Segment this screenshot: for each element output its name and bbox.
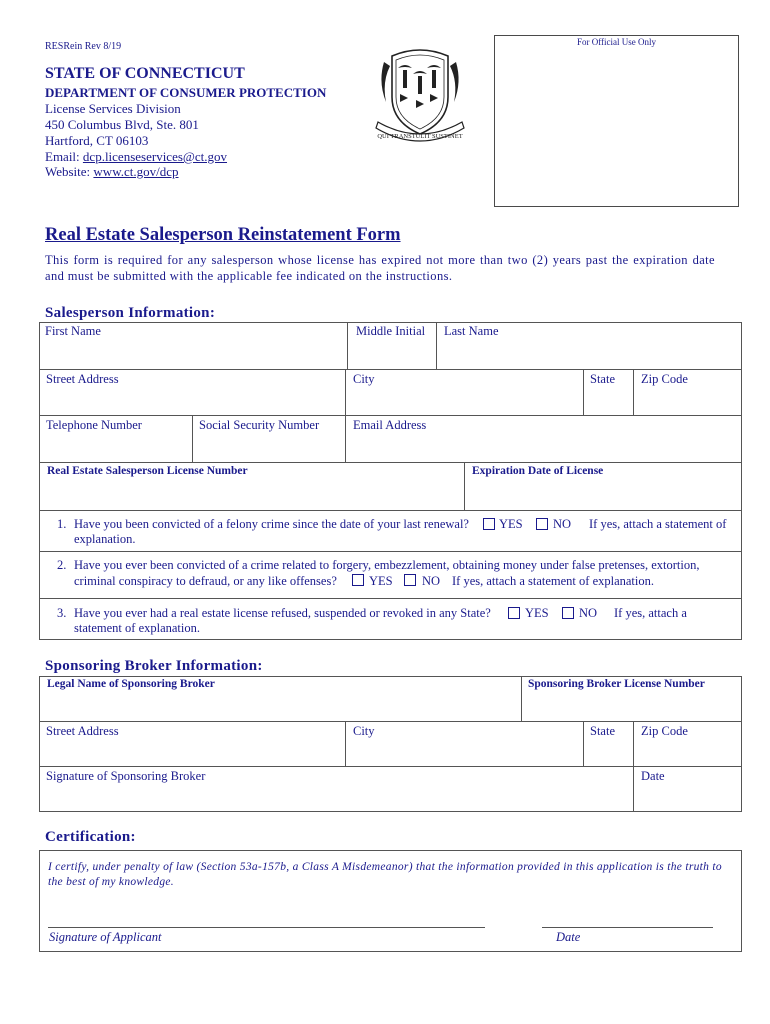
question-2-tail: If yes, attach a statement of explanation.: [452, 574, 655, 588]
question-1-no-label: NO: [553, 517, 572, 531]
telephone-field[interactable]: [39, 416, 192, 463]
first-name-field[interactable]: [39, 322, 347, 370]
zip-code-label: Zip Code: [641, 372, 688, 386]
broker-street-label: Street Address: [46, 724, 119, 738]
ssn-label: Social Security Number: [199, 418, 320, 432]
question-3-number: 3.: [57, 606, 67, 620]
applicant-date-line[interactable]: [542, 927, 713, 928]
state-label: State: [590, 372, 615, 386]
form-intro: This form is required for any salesperson whose license has expired not more than two (2) years past the expiration date and must be submitted with the applicable fee indicated on the instructions.: [45, 253, 715, 283]
broker-zip-field[interactable]: [633, 722, 742, 767]
question-2-no-checkbox[interactable]: [404, 574, 416, 586]
question-2-yes-label: YES: [369, 574, 393, 588]
email-label: Email:: [45, 149, 83, 164]
department-title: DEPARTMENT OF CONSUMER PROTECTION: [45, 85, 327, 100]
street-address-label: Street Address: [46, 372, 119, 386]
division: License Services Division: [45, 101, 181, 116]
email-address-field[interactable]: [345, 416, 742, 463]
broker-license-field[interactable]: [521, 676, 742, 722]
broker-license-label: Sponsoring Broker License Number: [528, 678, 705, 690]
applicant-signature-line[interactable]: [48, 927, 485, 928]
question-3-line2: statement of explanation.: [74, 621, 201, 635]
form-title: Real Estate Salesperson Reinstatement Form: [45, 225, 401, 245]
broker-signature-field[interactable]: [39, 767, 633, 812]
question-1-yes-label: YES: [499, 517, 523, 531]
broker-state-label: State: [590, 724, 615, 738]
license-number-field[interactable]: [39, 463, 464, 511]
question-3-yes-label: YES: [525, 606, 549, 620]
seal-motto: QUI TRANSTULIT SUSTINET: [377, 133, 463, 140]
question-3-yes-checkbox[interactable]: [508, 607, 520, 619]
question-1-tail: If yes, attach a statement of: [589, 517, 727, 531]
last-name-label: Last Name: [444, 324, 499, 338]
applicant-signature-label: Signature of Applicant: [49, 930, 162, 944]
question-2-number: 2.: [57, 558, 67, 572]
last-name-field[interactable]: [436, 322, 742, 370]
ssn-field[interactable]: [192, 416, 345, 463]
broker-legal-name-field[interactable]: [39, 676, 521, 722]
city-label: City: [353, 372, 375, 386]
middle-initial-field[interactable]: [347, 322, 436, 370]
applicant-date-label: Date: [556, 930, 581, 944]
email-line: [45, 149, 227, 165]
website-link[interactable]: www.ct.gov/dcp: [93, 164, 179, 179]
question-2-line2: criminal conspiracy to defraud, or any like offenses?: [74, 574, 337, 588]
street-address-field[interactable]: [39, 370, 345, 416]
email-address-label: Email Address: [353, 418, 427, 432]
question-2-no-label: NO: [422, 574, 441, 588]
broker-legal-name-label: Legal Name of Sponsoring Broker: [47, 678, 215, 690]
broker-date-label: Date: [641, 769, 665, 783]
broker-street-field[interactable]: [39, 722, 345, 767]
question-2-text: Have you ever been convicted of a crime related to forgery, embezzlement, obtaining money under false pretenses, extortion,: [74, 558, 700, 572]
website-label: Website:: [45, 164, 94, 179]
broker-city-label: City: [353, 724, 375, 738]
city-field[interactable]: [345, 370, 583, 416]
state-title: STATE OF CONNECTICUT: [45, 65, 245, 82]
broker-heading: Sponsoring Broker Information:: [45, 658, 263, 674]
website-line: [45, 164, 179, 180]
expiration-date-label: Expiration Date of License: [472, 465, 604, 477]
certification-statement: I certify, under penalty of law (Section 53a-157b, a Class A Misdemeanor) that the information provided in this application is the truth to the best of my knowledge.: [48, 861, 722, 888]
broker-city-field[interactable]: [345, 722, 583, 767]
question-3-no-checkbox[interactable]: [562, 607, 574, 619]
email-link[interactable]: dcp.licenseservices@ct.gov: [82, 149, 228, 164]
broker-zip-label: Zip Code: [641, 724, 688, 738]
middle-initial-label: Middle Initial: [356, 324, 426, 338]
question-1-no-checkbox[interactable]: [536, 518, 548, 530]
question-3-no-label: NO: [579, 606, 598, 620]
official-use-label: For Official Use Only: [576, 37, 657, 47]
certification-heading: Certification:: [45, 829, 136, 845]
question-1-line2: explanation.: [74, 532, 136, 546]
state-seal-icon: [370, 42, 470, 152]
expiration-date-field[interactable]: [464, 463, 742, 511]
zip-code-field[interactable]: [633, 370, 742, 416]
broker-date-field[interactable]: [633, 767, 742, 812]
question-2-yes-checkbox[interactable]: [352, 574, 364, 586]
broker-state-field[interactable]: [583, 722, 633, 767]
question-1-text: Have you been convicted of a felony crime since the date of your last renewal?: [74, 517, 469, 531]
official-use-box: [494, 35, 739, 207]
address-line-2: Hartford, CT 06103: [45, 133, 149, 148]
address-line-1: 450 Columbus Blvd, Ste. 801: [45, 117, 199, 132]
question-1-number: 1.: [57, 517, 67, 531]
license-number-label: Real Estate Salesperson License Number: [47, 465, 248, 477]
broker-signature-label: Signature of Sponsoring Broker: [46, 769, 206, 783]
form-code: RESRein Rev 8/19: [45, 41, 122, 52]
question-3-tail: If yes, attach a: [614, 606, 687, 620]
telephone-label: Telephone Number: [46, 418, 142, 432]
question-1-yes-checkbox[interactable]: [483, 518, 495, 530]
state-field[interactable]: [583, 370, 633, 416]
salesperson-heading: Salesperson Information:: [45, 305, 216, 321]
question-3-text: Have you ever had a real estate license refused, suspended or revoked in any State?: [74, 606, 491, 620]
first-name-label: First Name: [45, 324, 101, 338]
